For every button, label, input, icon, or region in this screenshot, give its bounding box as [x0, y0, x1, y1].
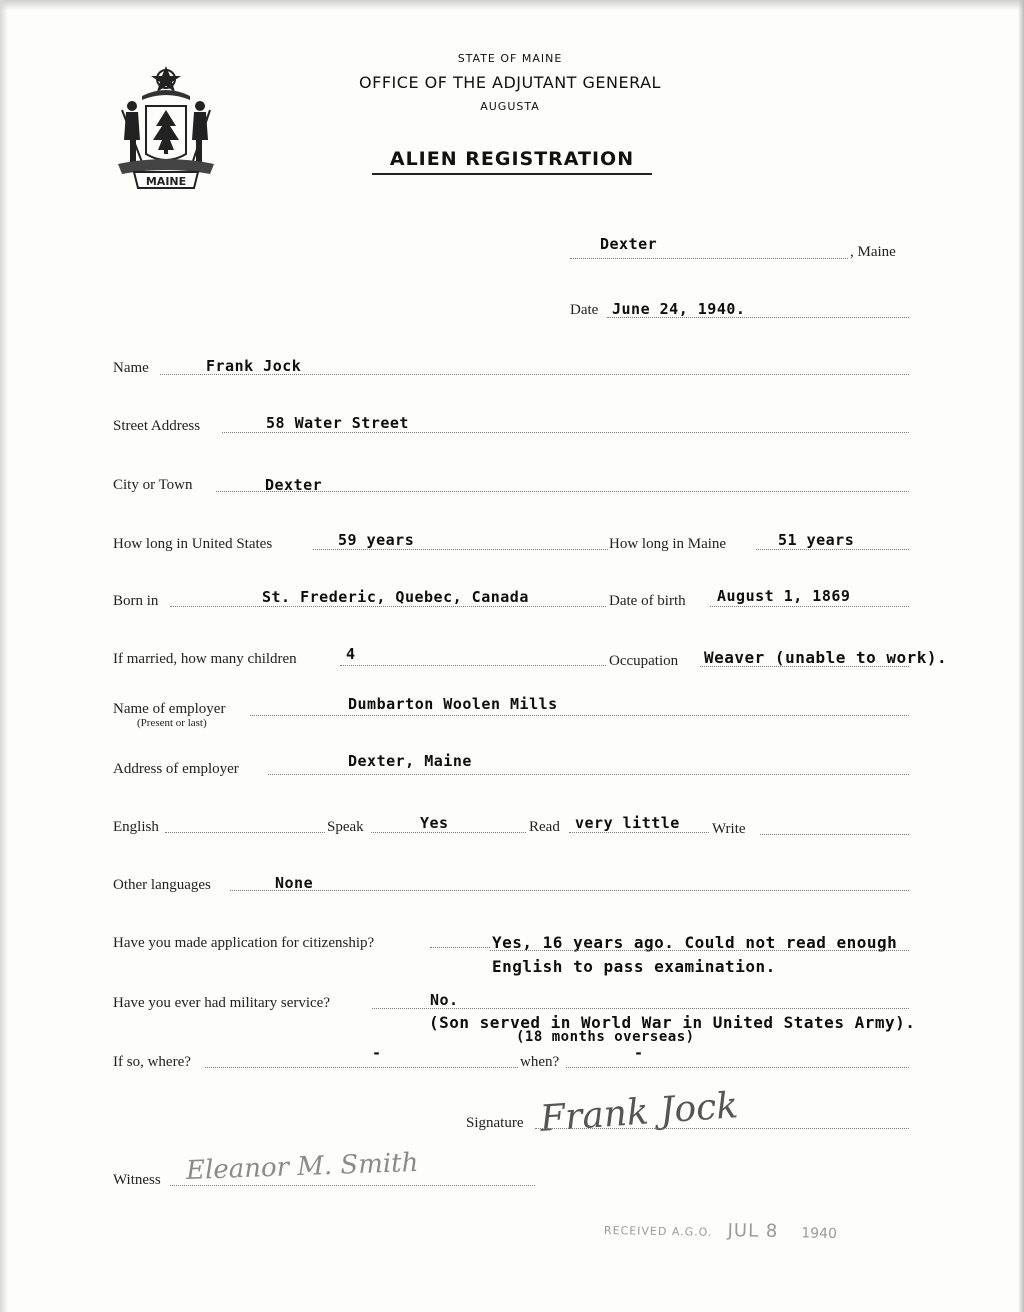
how-long-maine-label: How long in Maine: [609, 536, 727, 552]
speak-label: Speak: [327, 819, 364, 835]
military-note-line1: (Son served in World War in United States Army).: [429, 1013, 916, 1032]
name-label: Name: [113, 360, 149, 376]
occupation-line: [700, 666, 909, 667]
birth-date-value: August 1, 1869: [717, 587, 851, 605]
witness-line: [170, 1185, 535, 1186]
header-state: STATE OF MAINE: [457, 52, 563, 65]
born-line: [170, 606, 606, 607]
street-label: Street Address: [113, 418, 201, 434]
write-label: Write: [712, 821, 746, 837]
citizenship-line-2: [490, 950, 909, 951]
speak-line: [371, 832, 526, 833]
maine-state-seal: [112, 62, 220, 192]
citizenship-answer-line1: Yes, 16 years ago. Could not read enough: [492, 933, 898, 952]
military-note-line2: (18 months overseas): [516, 1029, 695, 1045]
scan-edge-top: [0, 0, 1024, 10]
date-line: [607, 317, 909, 318]
applicant-signature: Frank Jock: [538, 1085, 740, 1140]
header-office: OFFICE OF THE ADJUTANT GENERAL: [359, 73, 661, 92]
employer-address-label: Address of employer: [113, 761, 239, 777]
when-line: [566, 1067, 909, 1068]
place-suffix: , Maine: [850, 244, 896, 260]
stamp-year: 1940: [801, 1225, 838, 1243]
scan-edge-left: [0, 0, 8, 1312]
how-long-us-label: How long in United States: [113, 536, 273, 552]
english-label: English: [113, 819, 159, 835]
city-label: City or Town: [113, 477, 193, 493]
place-line: [570, 258, 848, 259]
military-value: No.: [430, 991, 459, 1009]
citizenship-label: Have you made application for citizenship?: [113, 935, 375, 951]
english-line: [165, 832, 325, 833]
witness-label: Witness: [113, 1172, 161, 1188]
where-value: -: [372, 1044, 382, 1062]
born-value: St. Frederic, Quebec, Canada: [262, 588, 529, 606]
military-label: Have you ever had military service?: [113, 995, 330, 1011]
birth-date-label: Date of birth: [609, 593, 686, 609]
city-value: Dexter: [265, 476, 323, 494]
signature-label: Signature: [466, 1115, 524, 1131]
how-long-us-line: [313, 549, 608, 550]
occupation-value: Weaver (unable to work).: [704, 648, 948, 667]
where-line: [205, 1067, 518, 1068]
how-long-us-value: 59 years: [338, 531, 415, 549]
when-label: when?: [520, 1054, 560, 1070]
date-label: Date: [570, 302, 599, 318]
birth-date-line: [710, 606, 909, 607]
witness-signature: Eleanor M. Smith: [185, 1147, 419, 1187]
employer-line: [250, 715, 909, 716]
employer-sublabel: (Present or last): [137, 717, 207, 729]
street-line: [222, 432, 909, 433]
seal-maine-text: MAINE: [145, 175, 187, 188]
children-label: If married, how many children: [113, 651, 297, 667]
born-label: Born in: [113, 593, 159, 609]
employer-value: Dumbarton Woolen Mills: [348, 695, 558, 713]
date-value: June 24, 1940.: [612, 300, 746, 318]
how-long-maine-value: 51 years: [778, 531, 855, 549]
scan-edge-right: [1018, 0, 1024, 1312]
stamp-text: RECEIVED A.G.O.: [603, 1223, 713, 1239]
city-line: [216, 491, 909, 492]
read-value: very little: [575, 814, 680, 832]
received-stamp: [604, 1218, 837, 1243]
read-line: [569, 832, 709, 833]
children-value: 4: [346, 645, 356, 663]
children-line: [340, 665, 606, 666]
street-value: 58 Water Street: [266, 414, 409, 432]
where-label: If so, where?: [113, 1054, 191, 1070]
occupation-label: Occupation: [609, 653, 679, 669]
other-languages-label: Other languages: [113, 877, 211, 893]
when-value: -: [634, 1044, 644, 1062]
place-value: Dexter: [600, 235, 658, 253]
name-value: Frank Jock: [206, 357, 302, 375]
citizenship-line: [430, 947, 490, 948]
employer-address-line: [268, 774, 909, 775]
citizenship-answer-line2: English to pass examination.: [492, 957, 776, 976]
employer-address-value: Dexter, Maine: [348, 752, 472, 770]
other-languages-line: [230, 890, 909, 891]
signature-line: [535, 1128, 909, 1129]
employer-label: Name of employer: [113, 701, 226, 717]
stamp-date: JUL 8: [727, 1220, 779, 1243]
how-long-maine-line: [756, 549, 909, 550]
form-header: [300, 52, 720, 113]
header-city: AUGUSTA: [480, 100, 540, 113]
read-label: Read: [529, 819, 560, 835]
speak-value: Yes: [420, 814, 449, 832]
other-languages-value: None: [275, 874, 314, 892]
name-line: [160, 374, 909, 375]
write-line: [760, 834, 909, 835]
form-title: ALIEN REGISTRATION: [372, 148, 652, 175]
